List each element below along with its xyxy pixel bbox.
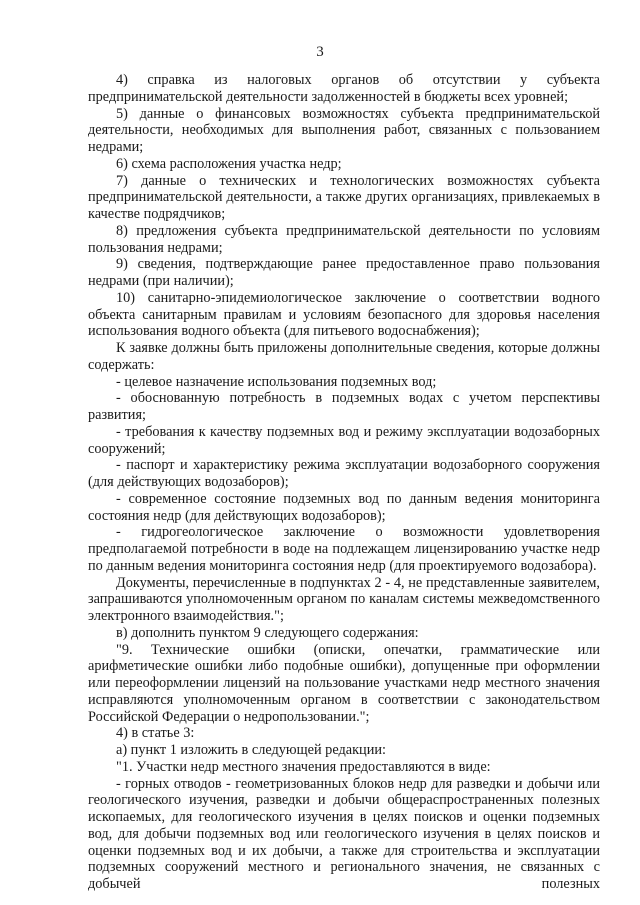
paragraph-documents: Документы, перечисленные в подпунктах 2 - 4, не представленные заявителем, запрашиваются уполномоченным органом по каналам системы межведомственного электронного взаимодействия."; — [88, 574, 600, 624]
paragraph-technical-errors: "9. Технические ошибки (описки, опечатки, грамматические или арифметические ошибки либо подобные ошибки), допущенные при оформлении или переоформлении лицензий на пользование участками недр местного значения исправляются уполномоченным органом в соответствии с законодательством Российской Федерации о недропользовании."; — [88, 641, 600, 725]
paragraph-item-7: 7) данные о технических и технологических возможностях субъекта предпринимательской деятельности, а также других организациях, привлекаемых в качестве подрядчиков; — [88, 172, 600, 222]
paragraph-item-8: 8) предложения субъекта предпринимательской деятельности по условиям пользования недрами; — [88, 222, 600, 256]
paragraph-item-9: 9) сведения, подтверждающие ранее предоставленное право пользования недрами (при наличии); — [88, 256, 600, 289]
list-item-need: - обоснованную потребность в подземных водах с учетом перспективы развития; — [88, 390, 600, 423]
paragraph-item-10: 10) санитарно-эпидемиологическое заключение о соответствии водного объекта санитарным правилам и условиям безопасного для здоровья населения использования водного объекта (для питьевого водоснабжения); — [88, 289, 600, 340]
list-item-passport: - паспорт и характеристику режима эксплуатации водозаборного сооружения (для действующих водозаборов); — [88, 457, 600, 490]
list-item-quality: - требования к качеству подземных вод и режиму эксплуатации водозаборных сооружений; — [88, 423, 600, 457]
document-body — [88, 72, 600, 893]
list-item-purpose: - целевое назначение использования подземных вод; — [116, 373, 437, 390]
paragraph-item-6: 6) схема расположения участка недр; — [116, 155, 342, 172]
paragraph-item-a: а) пункт 1 изложить в следующей редакции: — [116, 742, 386, 758]
list-item-hydro-conclusion: - гидрогеологическое заключение о возможности удовлетворения предполагаемой потребности в воде на подлежащем лицензированию участке недр по данным ведения мониторинга состояния недр (для проектируемого водозабора). — [88, 524, 600, 574]
paragraph-item-4: 4) справка из налоговых органов об отсутствии у субъекта предпринимательской деятельности задолженностей в бюджеты всех уровней; — [88, 72, 600, 105]
paragraph-subsoil-sections: "1. Участки недр местного значения предоставляются в виде: — [116, 758, 491, 775]
paragraph-add-item-9: в) дополнить пунктом 9 следующего содержания: — [116, 624, 419, 641]
page-number: 3 — [316, 44, 324, 60]
list-item-current-state: - современное состояние подземных вод по данным ведения мониторинга состояния недр (для действующих водозаборов); — [88, 490, 600, 524]
paragraph-article-3: 4) в статье 3: — [116, 725, 195, 742]
list-item-mining-allotments: - горных отводов - геометризованных блоков недр для разведки и добычи или геологического изучения, разведки и добычи общераспространенных полезных ископаемых, для геологического изучения в целях поисков и оценки подземных вод, для добычи подземных вод или геологического изучения в целях поисков и оценки подземных вод и их добычи, а также для строительства и эксплуатации подземных сооружений местного и регионального значения, не связанных с добычей полезных — [88, 775, 600, 892]
paragraph-additional-info: К заявке должны быть приложены дополнительные сведения, которые должны содержать: — [88, 340, 600, 373]
paragraph-item-5: 5) данные о финансовых возможностях субъекта предпринимательской деятельности, необходимых для выполнения работ, связанных с пользованием недрами; — [88, 105, 600, 155]
